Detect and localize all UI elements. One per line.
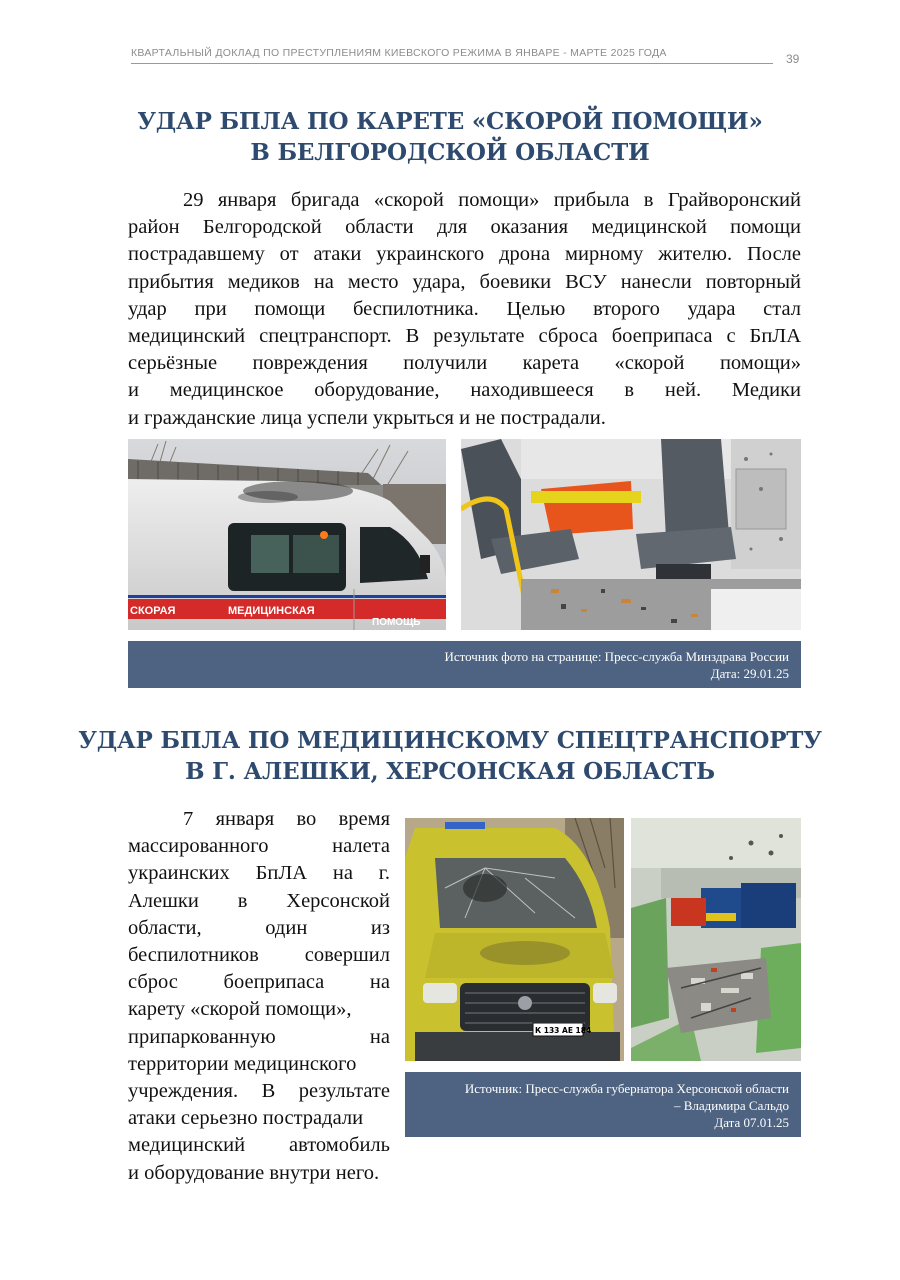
license-plate: К 133 АЕ 184	[535, 1026, 592, 1035]
body-line: сброс боеприпаса на	[128, 971, 390, 994]
body-line: и оборудование внутри него.	[128, 1161, 380, 1184]
ambulance-label-3: ПОМОЩЬ	[372, 617, 421, 628]
damaged-interior-photo	[631, 818, 801, 1061]
section1-title-line: УДАР БПЛА ПО КАРЕТЕ «СКОРОЙ ПОМОЩИ»	[137, 108, 763, 135]
body-line: прибытия медиков на место удара, боевики ВСУ нанесли повторный	[128, 270, 801, 293]
caption-line: Дата: 29.01.25	[710, 666, 789, 681]
running-header: КВАРТАЛЬНЫЙ ДОКЛАД ПО ПРЕСТУПЛЕНИЯМ КИЕВСКОГО РЕЖИМА В ЯНВАРЕ - МАРТЕ 2025 ГОДА	[131, 47, 773, 64]
ambulance-label-2: МЕДИЦИНСКАЯ	[228, 605, 315, 617]
ambulance-exterior-photo	[128, 439, 446, 630]
caption-line: Источник фото на странице: Пресс-служба Минздрава России	[444, 649, 789, 664]
body-line: удар при помощи беспилотника. Целью второго удара стал	[128, 297, 801, 320]
body-line: медицинский автомобиль	[128, 1134, 390, 1157]
body-line: медицинский спецтранспорт. В результате сброса боеприпаса с БпЛА	[128, 325, 801, 348]
caption-line: – Владимира Сальдо	[673, 1098, 789, 1113]
body-line: пострадавшему от атаки украинского дрона мирному жителю. После	[128, 243, 801, 266]
section1-title-line: В БЕЛГОРОДСКОЙ ОБЛАСТИ	[250, 139, 650, 166]
body-line: карету «скорой помощи»,	[128, 998, 352, 1021]
body-line: 7 января во время	[183, 808, 390, 830]
body-line: области, один из	[128, 916, 390, 939]
body-line: серьёзные повреждения получили карета «скорой помощи»	[128, 352, 801, 375]
section1-title	[0, 106, 900, 168]
caption-line: Дата 07.01.25	[714, 1115, 789, 1130]
body-line: беспилотников совершил	[128, 944, 390, 967]
body-line: украинских БпЛА на г.	[128, 862, 390, 885]
damaged-ambulance-front-photo	[405, 818, 624, 1061]
section2-title-line: В Г. АЛЕШКИ, ХЕРСОНСКАЯ ОБЛАСТЬ	[185, 758, 715, 785]
body-line: Алешки в Херсонской	[128, 889, 390, 912]
body-line: территории медицинского	[128, 1052, 357, 1075]
section2-title	[0, 725, 900, 787]
body-line: учреждения. В результате	[128, 1080, 390, 1103]
section2-photo-caption	[405, 1072, 801, 1137]
page-number: 39	[786, 52, 800, 66]
body-line: 29 января бригада «скорой помощи» прибыла в Грайворонский	[183, 189, 801, 211]
body-line: припаркованную на	[128, 1025, 390, 1048]
ambulance-label-1: СКОРАЯ	[130, 605, 176, 617]
ambulance-interior-photo	[461, 439, 801, 630]
section1-body	[128, 187, 801, 432]
section2-body	[128, 806, 390, 1187]
caption-line: Источник: Пресс-служба губернатора Херсонской области	[464, 1081, 789, 1096]
section1-photo-caption	[128, 641, 801, 688]
body-line: массированного налета	[128, 835, 390, 858]
section2-title-line: УДАР БПЛА ПО МЕДИЦИНСКОМУ СПЕЦТРАНСПОРТУ	[78, 727, 822, 754]
body-line: и медицинское оборудование, находившееся в ней. Медики	[128, 379, 801, 402]
body-line: и гражданские лица успели укрыться и не пострадали.	[128, 406, 606, 429]
body-line: атаки серьезно пострадали	[128, 1107, 364, 1130]
body-line: район Белгородской области для оказания медицинской помощи	[128, 216, 801, 239]
